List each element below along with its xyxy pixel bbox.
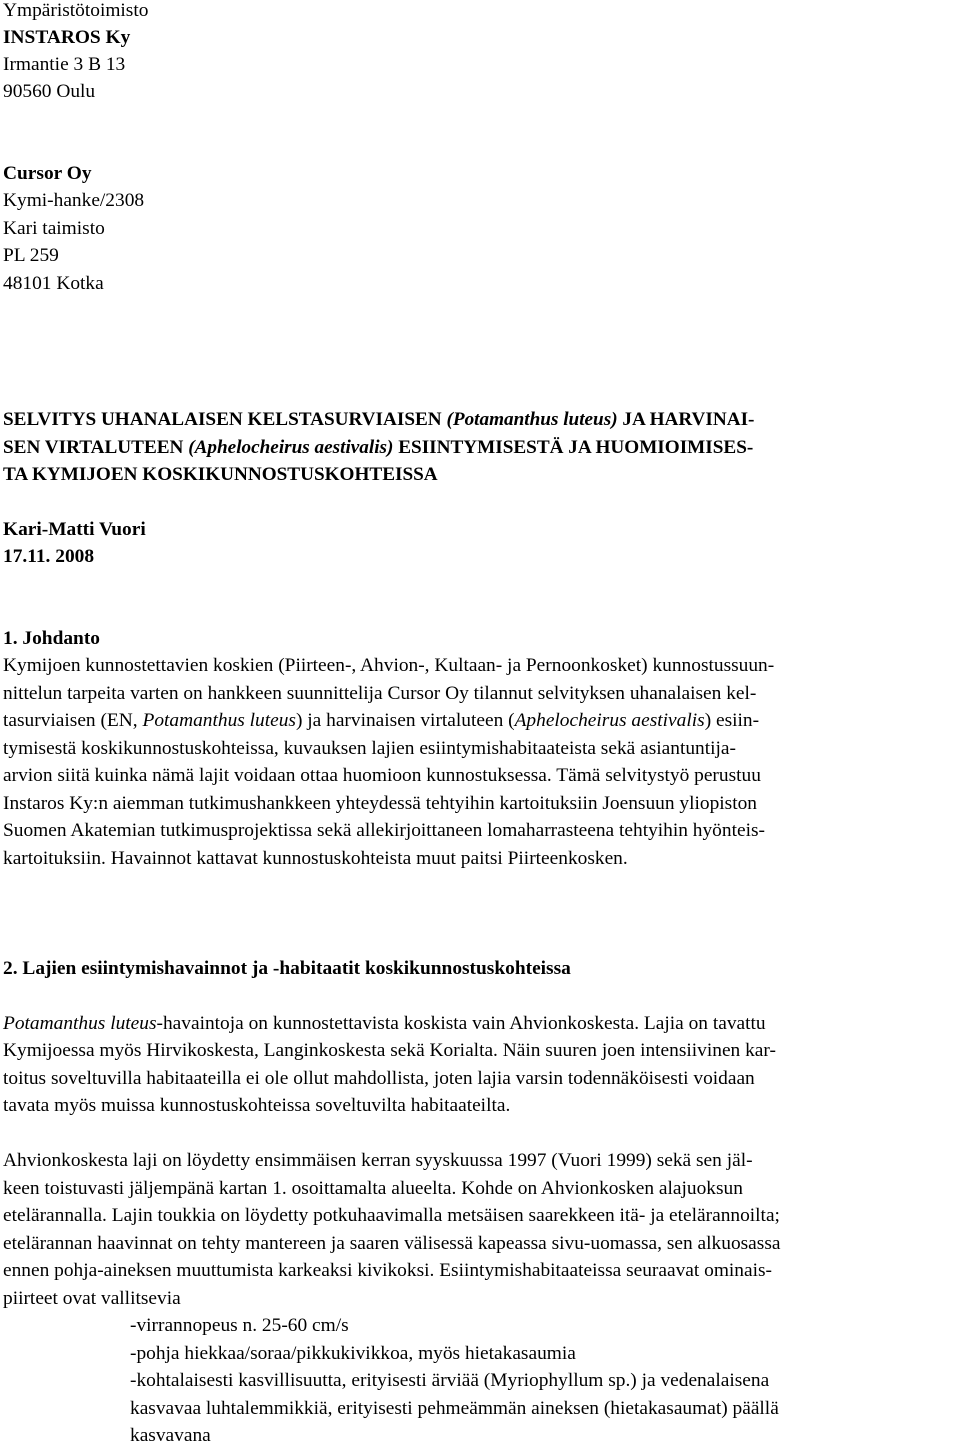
section-1-line: arvion siitä kuinka nämä lajit voidaan ottaa huomioon kunnostuksessa. Tämä selvitystyö perustuu bbox=[3, 765, 761, 786]
sender-company: INSTAROS Ky bbox=[3, 27, 131, 48]
habitat-list-item: -pohja hiekkaa/soraa/pikkukivikkoa, myös hietakasaumia bbox=[130, 1343, 576, 1364]
section-2-p2-line: keen toistuvasti jäljempänä kartan 1. osoittamalta alueelta. Kohde on Ahvionkosken alajuoksun bbox=[3, 1178, 743, 1199]
sender-office: Ympäristötoimisto bbox=[3, 0, 149, 21]
section-2-p1-line: toitus soveltuvilla habitaateilla ei ole ollut mahdollista, joten lajia varsin todennäköisesti voidaan bbox=[3, 1068, 755, 1089]
author: Kari-Matti Vuori bbox=[3, 519, 146, 540]
sender-postal: 90560 Oulu bbox=[3, 81, 96, 102]
habitat-list-item-continued: kasvavana bbox=[130, 1425, 211, 1446]
habitat-list-item-continued: kasvavaa luhtalemmikkiä, erityisesti pehmeämmän aineksen (hietakasaumat) päällä bbox=[130, 1398, 779, 1419]
section-2-p2-line: Ahvionkoskesta laji on löydetty ensimmäisen kerran syyskuussa 1997 (Vuori 1999) sekä sen jäl- bbox=[3, 1150, 753, 1171]
document-title-line-2: SEN VIRTALUTEEN (Aphelocheirus aestivalis) ESIINTYMISESTÄ JA HUOMIOIMISES- bbox=[3, 437, 754, 458]
recipient-postal: 48101 Kotka bbox=[3, 273, 104, 294]
section-2-p2-line: etelärannalla. Lajin toukkia on löydetty potkuhaavimalla metsäisen saarekkeen itä- ja etelärannoilta; bbox=[3, 1205, 780, 1226]
recipient-company: Cursor Oy bbox=[3, 163, 92, 184]
habitat-list-item: -virrannopeus n. 25-60 cm/s bbox=[130, 1315, 349, 1336]
section-1-line: Suomen Akatemian tutkimusprojektissa sekä allekirjoittaneen lomaharrasteena tehtyihin hyönteis- bbox=[3, 820, 765, 841]
section-1-line: Kymijoen kunnostettavien koskien (Piirteen-, Ahvion-, Kultaan- ja Pernoonkosket) kunnostussuun- bbox=[3, 655, 775, 676]
recipient-pobox: PL 259 bbox=[3, 245, 59, 266]
sender-street: Irmantie 3 B 13 bbox=[3, 54, 126, 75]
document-title-line-3: TA KYMIJOEN KOSKIKUNNOSTUSKOHTEISSA bbox=[3, 464, 438, 485]
section-1-line: tasurviaisen (EN, Potamanthus luteus) ja harvinaisen virtaluteen (Aphelocheirus aestivalis) esiin- bbox=[3, 710, 760, 731]
date: 17.11. 2008 bbox=[3, 546, 95, 567]
recipient-person: Kari taimisto bbox=[3, 218, 105, 239]
section-2-p1-line: tavata myös muissa kunnostuskohteissa soveltuvilta habitaateilta. bbox=[3, 1095, 511, 1116]
section-1-line: Instaros Ky:n aiemman tutkimushankkeen yhteydessä tehtyihin kartoituksiin Joensuun yliopiston bbox=[3, 793, 757, 814]
section-1-heading: 1. Johdanto bbox=[3, 628, 100, 649]
section-2-p1-line: Kymijoessa myös Hirvikoskesta, Langinkoskesta sekä Korialta. Näin suuren joen intensiivinen kar- bbox=[3, 1040, 776, 1061]
section-2-p2-line: piirteet ovat vallitsevia bbox=[3, 1288, 181, 1309]
section-2-heading: 2. Lajien esiintymishavainnot ja -habitaatit koskikunnostuskohteissa bbox=[3, 958, 571, 979]
section-1-line: kartoituksiin. Havainnot kattavat kunnostuskohteista muut paitsi Piirteenkosken. bbox=[3, 848, 628, 869]
section-2-p2-line: ennen pohja-aineksen muuttumista karkeaksi kivikoksi. Esiintymishabitaateissa seuraavat ominais- bbox=[3, 1260, 772, 1281]
section-1-line: nittelun tarpeita varten on hankkeen suunnittelija Cursor Oy tilannut selvityksen uhanalaisen kel- bbox=[3, 683, 757, 704]
habitat-list-item: -kohtalaisesti kasvillisuutta, erityisesti ärviää (Myriophyllum sp.) ja vedenalaisena bbox=[130, 1370, 770, 1391]
recipient-project: Kymi-hanke/2308 bbox=[3, 190, 145, 211]
section-1-line: tymisestä koskikunnostuskohteissa, kuvauksen lajien esiintymishabitaateista sekä asiantuntija- bbox=[3, 738, 736, 759]
document-title-line-1: SELVITYS UHANALAISEN KELSTASURVIAISEN (Potamanthus luteus) JA HARVINAI- bbox=[3, 409, 755, 430]
section-2-p1-line: Potamanthus luteus-havaintoja on kunnostettavista koskista vain Ahvionkoskesta. Lajia on tavattu bbox=[3, 1013, 766, 1034]
section-2-p2-line: etelärannan haavinnat on tehty mantereen ja saaren välisessä kapeassa sivu-uomassa, sen alkuosassa bbox=[3, 1233, 781, 1254]
